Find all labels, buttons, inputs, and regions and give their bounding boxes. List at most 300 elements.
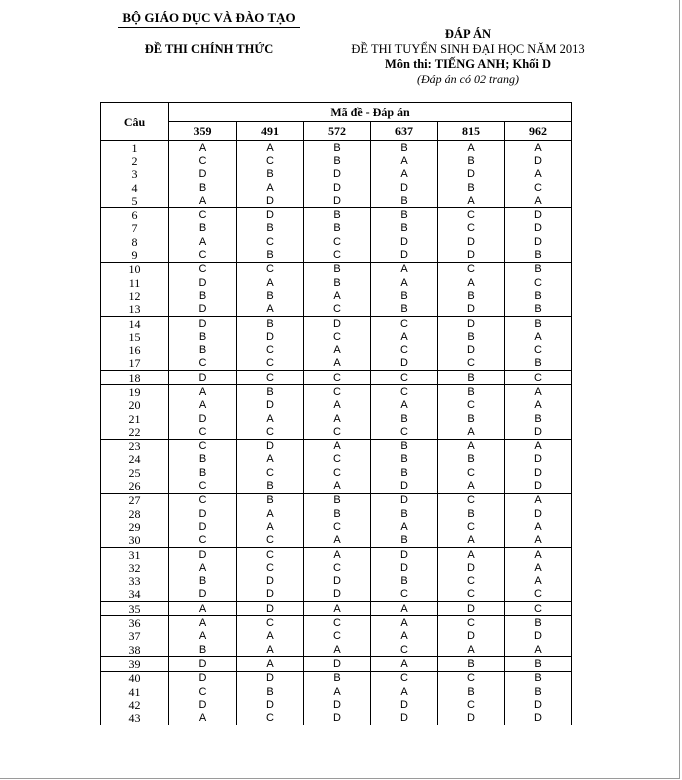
answer-row — [101, 371, 572, 385]
answer-cell: A — [505, 493, 572, 507]
answer-cell: B — [505, 316, 572, 330]
answer-row — [101, 575, 572, 588]
ministry-underline — [118, 27, 300, 28]
answer-cell: D — [304, 588, 371, 602]
answer-cell: C — [304, 371, 371, 385]
answer-cell: A — [371, 399, 438, 412]
answer-cell: D — [304, 316, 371, 330]
answer-cell: A — [169, 399, 237, 412]
answer-row — [101, 698, 572, 711]
answer-row — [101, 534, 572, 548]
answer-row — [101, 343, 572, 356]
answer-cell: D — [505, 711, 572, 724]
question-number: 36 — [101, 616, 169, 630]
answer-row — [101, 711, 572, 724]
answer-cell: C — [237, 466, 304, 479]
answer-cell: D — [304, 657, 371, 671]
answer-cell: A — [505, 399, 572, 412]
answer-cell: B — [371, 303, 438, 317]
answer-cell: A — [505, 194, 572, 208]
answer-cell: A — [169, 235, 237, 248]
question-column-header: Câu — [101, 103, 169, 141]
answer-cell: B — [438, 685, 505, 698]
answer-row — [101, 262, 572, 276]
answer-row — [101, 439, 572, 453]
answer-cell: B — [371, 208, 438, 222]
answer-cell: D — [237, 399, 304, 412]
answer-cell: A — [438, 439, 505, 453]
answer-cell: C — [438, 493, 505, 507]
answer-cell: C — [505, 343, 572, 356]
answer-cell: B — [304, 262, 371, 276]
answer-cell: D — [371, 248, 438, 262]
answer-cell: D — [438, 602, 505, 616]
question-number: 35 — [101, 602, 169, 616]
answer-cell: B — [505, 303, 572, 317]
answer-cell: C — [371, 588, 438, 602]
answer-cell: D — [169, 657, 237, 671]
question-number: 32 — [101, 561, 169, 574]
answer-row — [101, 507, 572, 520]
answer-cell: A — [438, 276, 505, 289]
question-number: 40 — [101, 671, 169, 685]
answer-cell: D — [438, 561, 505, 574]
answer-cell: C — [237, 561, 304, 574]
question-number: 23 — [101, 439, 169, 453]
question-number: 2 — [101, 154, 169, 167]
answer-cell: A — [371, 602, 438, 616]
answer-cell: A — [169, 141, 237, 155]
answer-cell: D — [438, 711, 505, 724]
answer-cell: D — [169, 316, 237, 330]
answer-row — [101, 168, 572, 181]
answer-row — [101, 657, 572, 671]
answer-cell: A — [505, 561, 572, 574]
answer-cell: C — [371, 643, 438, 657]
answer-cell: D — [169, 412, 237, 425]
answer-cell: A — [371, 154, 438, 167]
answer-row — [101, 399, 572, 412]
answer-cell: B — [505, 357, 572, 371]
answer-cell: C — [237, 425, 304, 439]
answer-cell: C — [438, 466, 505, 479]
question-number: 21 — [101, 412, 169, 425]
answer-cell: D — [169, 168, 237, 181]
answer-cell: C — [169, 154, 237, 167]
answer-cell: D — [237, 575, 304, 588]
answer-cell: B — [169, 466, 237, 479]
question-number: 16 — [101, 343, 169, 356]
question-number: 18 — [101, 371, 169, 385]
answer-row — [101, 547, 572, 561]
answer-cell: B — [371, 222, 438, 235]
answer-cell: B — [438, 330, 505, 343]
answer-cell: C — [304, 235, 371, 248]
answer-cell: D — [237, 698, 304, 711]
answer-cell: D — [237, 588, 304, 602]
answer-cell: D — [237, 671, 304, 685]
answer-cell: D — [505, 479, 572, 493]
answer-cell: A — [438, 547, 505, 561]
ministry-name: BỘ GIÁO DỤC VÀ ĐÀO TẠO — [122, 10, 296, 25]
answer-cell: D — [237, 194, 304, 208]
answer-cell: B — [505, 262, 572, 276]
answer-cell: C — [438, 588, 505, 602]
answer-cell: C — [438, 671, 505, 685]
answer-cell: C — [304, 520, 371, 533]
answer-cell: C — [438, 520, 505, 533]
answer-cell: C — [505, 181, 572, 194]
answer-row — [101, 588, 572, 602]
exam-code-group-header: Mã đề - Đáp án — [169, 103, 572, 122]
answer-cell: D — [169, 588, 237, 602]
question-number: 41 — [101, 685, 169, 698]
question-number: 15 — [101, 330, 169, 343]
answer-row — [101, 154, 572, 167]
answer-cell: A — [237, 276, 304, 289]
answer-cell: B — [371, 194, 438, 208]
answer-cell: B — [371, 141, 438, 155]
answer-row — [101, 248, 572, 262]
answer-row — [101, 453, 572, 466]
answer-row — [101, 493, 572, 507]
answer-cell: D — [371, 698, 438, 711]
answer-cell: D — [505, 425, 572, 439]
question-number: 38 — [101, 643, 169, 657]
answer-cell: A — [371, 168, 438, 181]
answer-cell: D — [169, 276, 237, 289]
answer-cell: D — [169, 671, 237, 685]
answer-row — [101, 316, 572, 330]
answer-cell: B — [371, 453, 438, 466]
answer-cell: D — [304, 181, 371, 194]
question-number: 25 — [101, 466, 169, 479]
answer-cell: A — [237, 657, 304, 671]
question-number: 13 — [101, 303, 169, 317]
answer-cell: B — [438, 412, 505, 425]
answer-row — [101, 194, 572, 208]
answer-cell: A — [169, 602, 237, 616]
answer-cell: C — [304, 561, 371, 574]
answer-cell: B — [304, 208, 371, 222]
answer-cell: D — [505, 466, 572, 479]
answer-cell: A — [505, 575, 572, 588]
answer-row — [101, 466, 572, 479]
answer-cell: A — [304, 534, 371, 548]
exam-title: ĐỀ THI TUYỂN SINH ĐẠI HỌC NĂM 2013 — [351, 42, 585, 56]
answer-cell: C — [505, 371, 572, 385]
answer-cell: B — [237, 168, 304, 181]
answer-cell: B — [438, 507, 505, 520]
answer-key-title: ĐÁP ÁN — [444, 27, 492, 41]
question-number: 31 — [101, 547, 169, 561]
answer-cell: D — [438, 316, 505, 330]
answer-cell: C — [304, 630, 371, 643]
answer-cell: C — [438, 357, 505, 371]
exam-code-header: 359 — [169, 122, 237, 141]
answer-cell: C — [304, 385, 371, 399]
answer-cell: B — [371, 575, 438, 588]
exam-code-header: 491 — [237, 122, 304, 141]
answer-cell: C — [304, 453, 371, 466]
answer-cell: A — [304, 357, 371, 371]
question-number: 12 — [101, 289, 169, 302]
answer-cell: A — [438, 479, 505, 493]
answer-cell: D — [505, 630, 572, 643]
answer-cell: A — [169, 711, 237, 724]
answer-cell: A — [505, 385, 572, 399]
answer-cell: A — [371, 616, 438, 630]
answer-cell: B — [304, 141, 371, 155]
exam-subject: Môn thi: TIẾNG ANH; Khối D — [384, 57, 552, 71]
answer-cell: D — [505, 453, 572, 466]
official-exam-label: ĐỀ THI CHÍNH THỨC — [144, 42, 274, 56]
question-number: 28 — [101, 507, 169, 520]
answer-row — [101, 235, 572, 248]
answer-row — [101, 561, 572, 574]
answer-cell: C — [169, 248, 237, 262]
answer-row — [101, 616, 572, 630]
answer-cell: D — [237, 602, 304, 616]
answer-cell: C — [169, 534, 237, 548]
answer-cell: C — [237, 262, 304, 276]
answer-cell: C — [438, 208, 505, 222]
answer-cell: A — [237, 412, 304, 425]
answer-cell: B — [371, 507, 438, 520]
answer-cell: B — [169, 181, 237, 194]
answer-cell: C — [237, 154, 304, 167]
answer-cell: D — [505, 507, 572, 520]
answer-cell: B — [304, 276, 371, 289]
question-number: 33 — [101, 575, 169, 588]
question-number: 42 — [101, 698, 169, 711]
answer-cell: A — [304, 547, 371, 561]
answer-cell: A — [438, 643, 505, 657]
answer-row — [101, 208, 572, 222]
question-number: 27 — [101, 493, 169, 507]
answer-row — [101, 357, 572, 371]
answer-cell: A — [237, 141, 304, 155]
answer-cell: B — [169, 575, 237, 588]
pages-note: (Đáp án có 02 trang) — [417, 72, 519, 86]
answer-cell: D — [371, 711, 438, 724]
answer-cell: C — [237, 616, 304, 630]
answer-cell: A — [438, 141, 505, 155]
answer-cell: A — [505, 520, 572, 533]
answer-cell: D — [237, 439, 304, 453]
answer-cell: B — [505, 412, 572, 425]
answer-cell: B — [304, 154, 371, 167]
answer-cell: B — [169, 643, 237, 657]
answer-cell: A — [237, 453, 304, 466]
answer-cell: A — [304, 439, 371, 453]
answer-cell: C — [505, 602, 572, 616]
answer-cell: D — [371, 357, 438, 371]
question-number: 24 — [101, 453, 169, 466]
answer-cell: A — [505, 168, 572, 181]
answer-cell: D — [237, 208, 304, 222]
answer-cell: A — [505, 439, 572, 453]
answer-cell: C — [371, 371, 438, 385]
answer-row — [101, 276, 572, 289]
answer-cell: C — [237, 235, 304, 248]
answer-cell: D — [371, 181, 438, 194]
answer-cell: C — [304, 330, 371, 343]
question-number: 30 — [101, 534, 169, 548]
answer-cell: A — [237, 630, 304, 643]
answer-table — [100, 102, 572, 725]
answer-cell: C — [371, 425, 438, 439]
answer-cell: C — [169, 479, 237, 493]
answer-cell: B — [505, 616, 572, 630]
question-number: 34 — [101, 588, 169, 602]
answer-cell: A — [237, 507, 304, 520]
answer-cell: B — [505, 248, 572, 262]
answer-cell: B — [505, 671, 572, 685]
answer-cell: B — [371, 289, 438, 302]
question-number: 43 — [101, 711, 169, 724]
answer-cell: C — [237, 534, 304, 548]
answer-cell: A — [169, 194, 237, 208]
answer-cell: B — [169, 222, 237, 235]
answer-row — [101, 222, 572, 235]
question-number: 8 — [101, 235, 169, 248]
answer-cell: C — [438, 222, 505, 235]
answer-cell: D — [371, 235, 438, 248]
answer-cell: B — [304, 507, 371, 520]
answer-cell: D — [169, 303, 237, 317]
answer-cell: D — [438, 303, 505, 317]
answer-cell: A — [505, 643, 572, 657]
answer-cell: B — [237, 385, 304, 399]
answer-cell: A — [304, 602, 371, 616]
question-number: 26 — [101, 479, 169, 493]
answer-cell: B — [237, 248, 304, 262]
answer-row — [101, 141, 572, 155]
answer-cell: D — [438, 630, 505, 643]
answer-cell: C — [237, 357, 304, 371]
answer-cell: C — [304, 616, 371, 630]
answer-cell: A — [304, 685, 371, 698]
answer-table-body — [101, 141, 572, 725]
question-number: 7 — [101, 222, 169, 235]
answer-cell: B — [304, 222, 371, 235]
answer-cell: D — [169, 371, 237, 385]
answer-cell: C — [438, 399, 505, 412]
answer-cell: B — [371, 412, 438, 425]
answer-cell: D — [169, 547, 237, 561]
answer-cell: A — [505, 534, 572, 548]
answer-row — [101, 630, 572, 643]
question-number: 3 — [101, 168, 169, 181]
answer-cell: D — [438, 343, 505, 356]
answer-cell: B — [169, 289, 237, 302]
answer-cell: C — [237, 547, 304, 561]
answer-cell: B — [304, 493, 371, 507]
answer-row — [101, 685, 572, 698]
answer-cell: A — [371, 520, 438, 533]
answer-cell: C — [169, 439, 237, 453]
answer-cell: A — [371, 630, 438, 643]
answer-cell: B — [237, 479, 304, 493]
exam-code-header: 962 — [505, 122, 572, 141]
answer-cell: C — [304, 466, 371, 479]
answer-cell: B — [371, 439, 438, 453]
question-number: 6 — [101, 208, 169, 222]
answer-cell: A — [505, 547, 572, 561]
answer-cell: A — [371, 685, 438, 698]
answer-cell: C — [169, 262, 237, 276]
answer-cell: A — [438, 194, 505, 208]
answer-cell: B — [438, 289, 505, 302]
answer-cell: C — [438, 262, 505, 276]
answer-cell: B — [505, 289, 572, 302]
answer-cell: D — [505, 698, 572, 711]
answer-cell: A — [169, 385, 237, 399]
answer-cell: B — [438, 453, 505, 466]
exam-code-header: 572 — [304, 122, 371, 141]
answer-cell: A — [371, 330, 438, 343]
answer-cell: B — [237, 222, 304, 235]
question-number: 5 — [101, 194, 169, 208]
answer-cell: A — [304, 399, 371, 412]
answer-cell: B — [505, 685, 572, 698]
answer-cell: D — [237, 330, 304, 343]
question-number: 4 — [101, 181, 169, 194]
answer-cell: C — [169, 493, 237, 507]
answer-cell: C — [169, 208, 237, 222]
answer-cell: D — [304, 698, 371, 711]
answer-cell: C — [304, 303, 371, 317]
answer-cell: C — [169, 357, 237, 371]
answer-cell: A — [169, 561, 237, 574]
exam-code-header: 637 — [371, 122, 438, 141]
answer-cell: B — [237, 493, 304, 507]
answer-cell: C — [438, 698, 505, 711]
answer-cell: D — [438, 248, 505, 262]
answer-cell: A — [371, 657, 438, 671]
question-number: 14 — [101, 316, 169, 330]
answer-cell: C — [237, 343, 304, 356]
question-number: 20 — [101, 399, 169, 412]
answer-cell: C — [371, 671, 438, 685]
answer-cell: C — [237, 711, 304, 724]
answer-cell: B — [505, 657, 572, 671]
answer-cell: C — [438, 575, 505, 588]
answer-cell: A — [237, 303, 304, 317]
answer-row — [101, 181, 572, 194]
exam-code-header: 815 — [438, 122, 505, 141]
answer-cell: D — [304, 711, 371, 724]
answer-cell: C — [505, 588, 572, 602]
answer-cell: D — [438, 168, 505, 181]
answer-cell: C — [169, 685, 237, 698]
answer-cell: B — [438, 154, 505, 167]
answer-cell: D — [304, 194, 371, 208]
answer-cell: A — [438, 425, 505, 439]
answer-cell: D — [371, 547, 438, 561]
answer-cell: A — [237, 643, 304, 657]
answer-cell: B — [438, 385, 505, 399]
answer-cell: A — [304, 479, 371, 493]
answer-cell: D — [371, 561, 438, 574]
answer-cell: D — [371, 479, 438, 493]
answer-cell: A — [371, 276, 438, 289]
answer-cell: D — [304, 168, 371, 181]
answer-row — [101, 520, 572, 533]
answer-row — [101, 643, 572, 657]
question-number: 9 — [101, 248, 169, 262]
